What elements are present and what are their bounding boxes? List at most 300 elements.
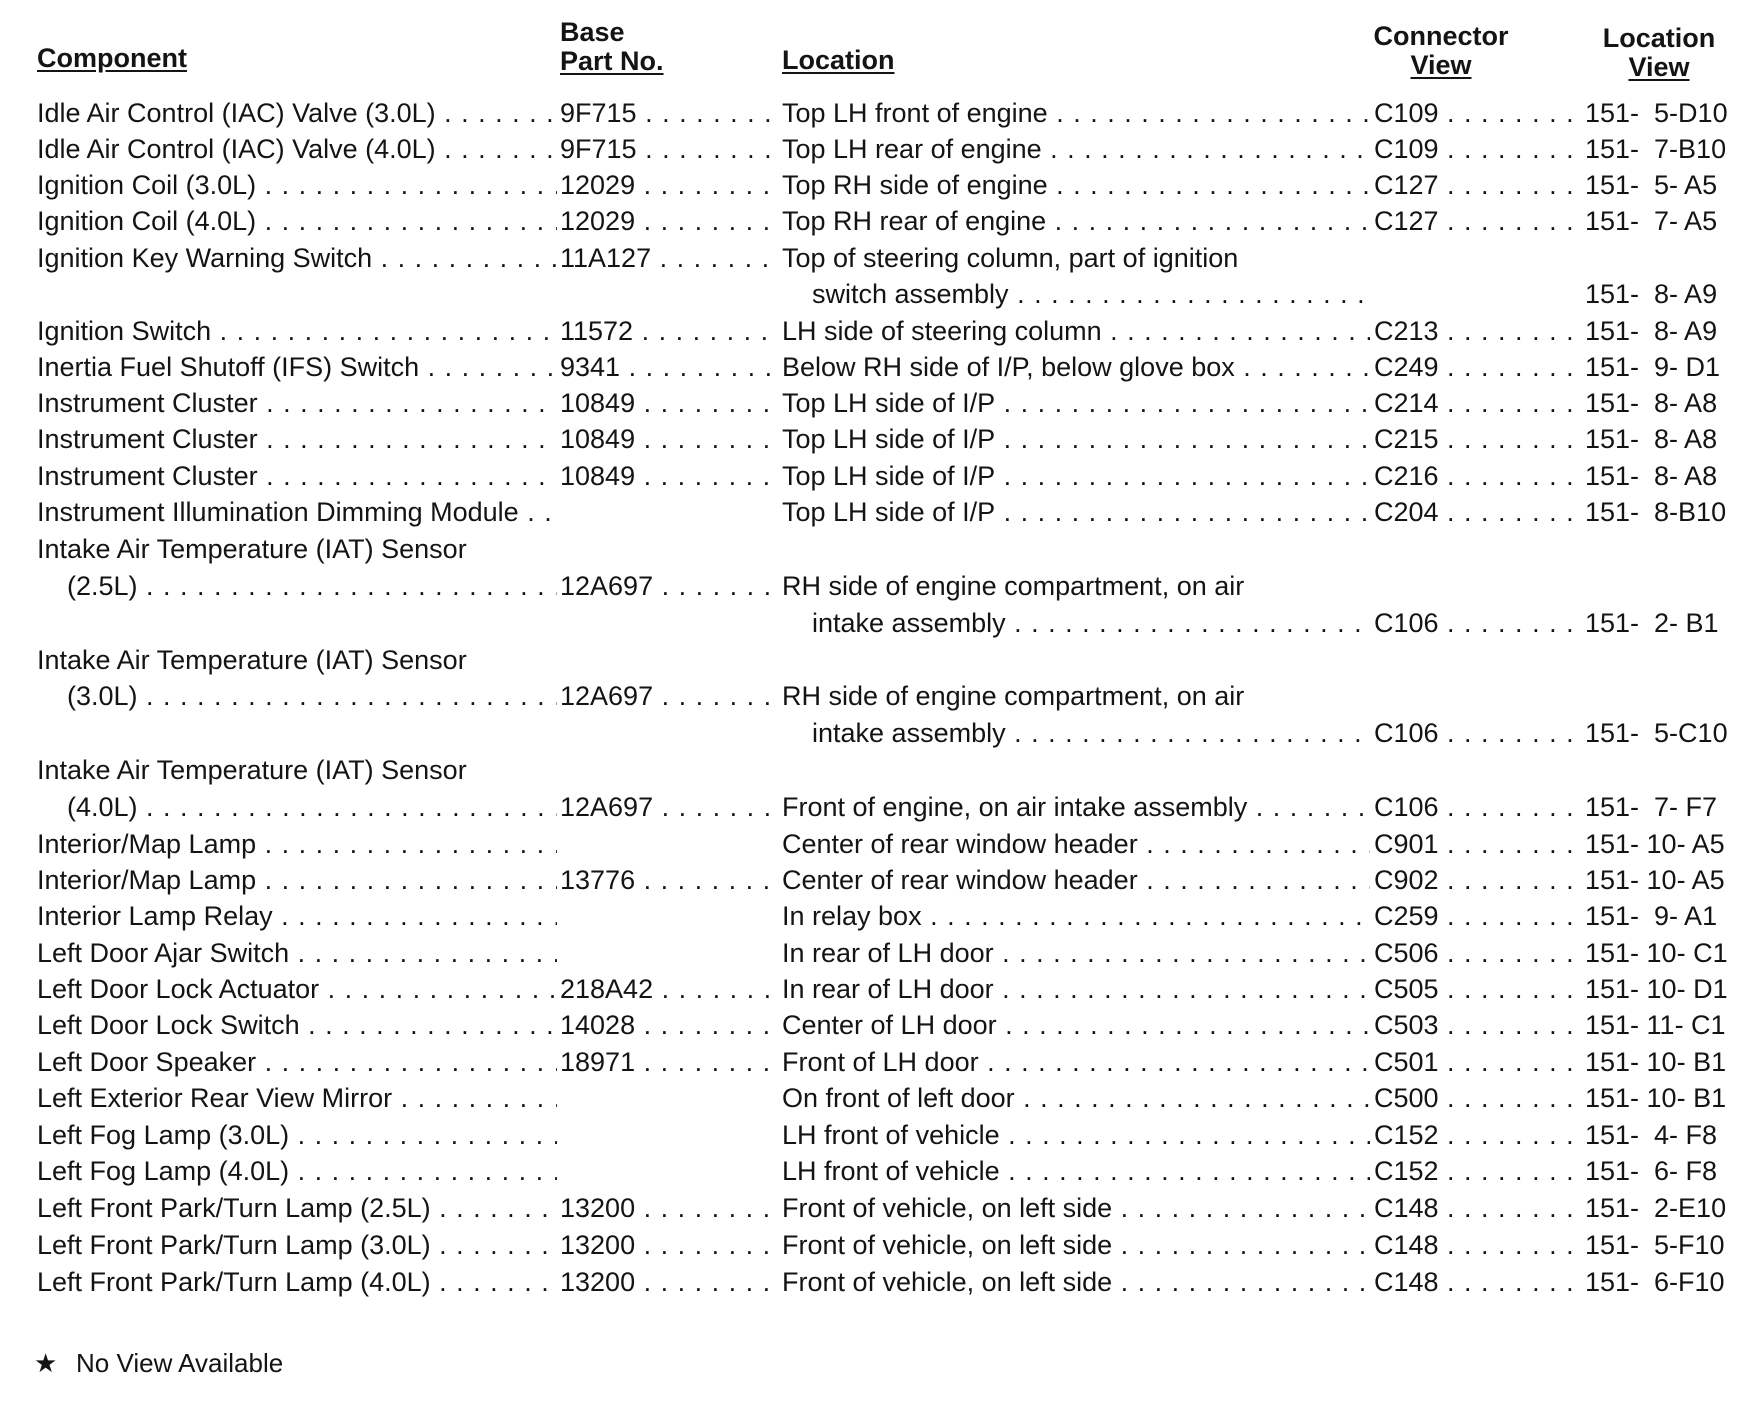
location-cell-text: Center of rear window header . . . <box>782 829 1370 859</box>
part-number-cell <box>560 531 780 567</box>
part-number-cell <box>560 1080 780 1116</box>
connector-view-cell <box>1374 131 1580 167</box>
location-view-cell-text: 151- 9- A1 <box>1585 901 1718 931</box>
location-cell <box>782 971 1370 1007</box>
table-row <box>0 203 1740 239</box>
part-number-cell-text: 18971 . . . <box>560 1047 780 1077</box>
component-cell <box>37 1044 557 1080</box>
connector-view-cell <box>1374 1007 1580 1043</box>
location-view-cell <box>1585 131 1740 167</box>
location-cell <box>782 789 1370 825</box>
connector-view-cell <box>1374 240 1580 276</box>
component-cell <box>37 1264 557 1300</box>
part-number-cell <box>560 385 780 421</box>
location-cell-text: intake assembly . . . <box>812 718 1370 748</box>
part-number-cell <box>560 971 780 1007</box>
location-view-cell <box>1585 1007 1740 1043</box>
location-cell <box>782 715 1370 751</box>
component-cell-text: Ignition Coil (4.0L) . . . <box>37 206 557 236</box>
connector-view-cell-text: C148 . . . <box>1374 1267 1580 1297</box>
connector-view-cell <box>1374 1080 1580 1116</box>
part-number-cell <box>560 240 780 276</box>
connector-view-cell <box>1374 531 1580 567</box>
component-cell <box>37 240 557 276</box>
table-row <box>0 1190 1740 1226</box>
component-cell-text: (4.0L) . . . <box>67 792 557 822</box>
component-cell <box>37 95 557 131</box>
part-number-cell-text: 9F715 . . . <box>560 98 780 128</box>
connector-view-cell <box>1374 203 1580 239</box>
location-cell <box>782 385 1370 421</box>
location-cell <box>782 862 1370 898</box>
location-cell <box>782 203 1370 239</box>
part-number-cell <box>560 1227 780 1263</box>
part-number-cell-text: 14028 . . . <box>560 1010 780 1040</box>
connector-view-cell <box>1374 276 1580 312</box>
location-view-cell <box>1585 313 1740 349</box>
location-cell <box>782 1264 1370 1300</box>
location-cell-text: Center of rear window header . . . <box>782 865 1370 895</box>
location-view-cell <box>1585 678 1740 714</box>
component-cell-text: Instrument Cluster . . . <box>37 424 557 454</box>
component-cell <box>37 789 557 825</box>
connector-view-cell-text: C152 . . . <box>1374 1120 1580 1150</box>
connector-view-cell <box>1374 167 1580 203</box>
part-number-cell <box>560 1153 780 1189</box>
location-view-cell <box>1585 862 1740 898</box>
location-cell-text: intake assembly . . . <box>812 608 1370 638</box>
location-cell <box>782 1190 1370 1226</box>
connector-view-cell <box>1374 1153 1580 1189</box>
component-cell-text: Left Door Speaker . . . <box>37 1047 557 1077</box>
location-view-cell-text: 151- 10- D1 <box>1585 974 1728 1004</box>
part-number-cell-text: 13200 . . . <box>560 1230 780 1260</box>
part-number-cell-text: 9341 . . . <box>560 352 780 382</box>
table-row <box>0 642 1740 678</box>
location-view-cell <box>1585 605 1740 641</box>
location-view-cell <box>1585 1153 1740 1189</box>
table-row <box>0 240 1740 276</box>
part-number-cell <box>560 1190 780 1226</box>
location-view-cell-text: 151- 8- A9 <box>1585 279 1718 309</box>
part-number-cell-text: 13200 . . . <box>560 1267 780 1297</box>
part-number-cell <box>560 752 780 788</box>
location-cell <box>782 642 1370 678</box>
table-row <box>0 862 1740 898</box>
part-number-cell <box>560 898 780 934</box>
header-location-view: Location View <box>1602 23 1716 82</box>
part-number-cell <box>560 494 780 530</box>
part-number-cell-text: 12A697 . . . <box>560 792 780 822</box>
location-cell <box>782 131 1370 167</box>
component-cell-text: Instrument Cluster . . . <box>37 388 557 418</box>
component-cell <box>37 313 557 349</box>
component-cell-text: Idle Air Control (IAC) Valve (3.0L) . . . <box>37 98 557 128</box>
location-cell-text: Below RH side of I/P, below glove box . . . <box>782 352 1370 382</box>
part-number-cell <box>560 605 780 641</box>
connector-view-cell <box>1374 826 1580 862</box>
connector-view-cell-text: C213 . . . <box>1374 316 1580 346</box>
location-cell-text: Front of engine, on air intake assembly . . . <box>782 792 1370 822</box>
component-cell <box>37 494 557 530</box>
location-view-cell <box>1585 421 1740 457</box>
component-cell-text: Intake Air Temperature (IAT) Sensor <box>37 645 467 675</box>
header-location: Location <box>782 45 895 75</box>
component-cell <box>37 385 557 421</box>
location-cell <box>782 1117 1370 1153</box>
component-cell-text: (3.0L) . . . <box>67 681 557 711</box>
component-cell <box>37 935 557 971</box>
table-row <box>0 1080 1740 1116</box>
location-cell <box>782 1080 1370 1116</box>
location-cell <box>782 1007 1370 1043</box>
location-cell <box>782 240 1370 276</box>
location-view-cell <box>1585 1044 1740 1080</box>
table-row <box>0 131 1740 167</box>
component-cell-text: Interior/Map Lamp . . . <box>37 865 557 895</box>
location-view-cell <box>1585 458 1740 494</box>
connector-view-cell <box>1374 568 1580 604</box>
location-cell <box>782 898 1370 934</box>
connector-view-cell <box>1374 385 1580 421</box>
component-cell <box>37 203 557 239</box>
table-row <box>0 531 1740 567</box>
connector-view-cell-text: C109 . . . <box>1374 98 1580 128</box>
connector-view-cell <box>1374 1044 1580 1080</box>
header-component: Component <box>37 43 187 73</box>
location-cell-text: Front of vehicle, on left side . . . <box>782 1267 1370 1297</box>
connector-view-cell <box>1374 494 1580 530</box>
location-cell-text: Top LH side of I/P . . . <box>782 497 1370 527</box>
component-cell-text: Ignition Key Warning Switch . . . <box>37 243 557 273</box>
footnote-text: No View Available <box>76 1348 284 1378</box>
location-cell-text: Top LH side of I/P . . . <box>782 461 1370 491</box>
component-cell-text: Idle Air Control (IAC) Valve (4.0L) . . . <box>37 134 557 164</box>
connector-view-cell <box>1374 1117 1580 1153</box>
component-cell <box>37 1153 557 1189</box>
location-view-cell-text: 151- 5- A5 <box>1585 170 1718 200</box>
location-cell-text: Top RH rear of engine . . . <box>782 206 1370 236</box>
connector-view-cell-text: C148 . . . <box>1374 1230 1580 1260</box>
part-number-cell-text: 10849 . . . <box>560 461 780 491</box>
part-number-cell-text: 12A697 . . . <box>560 681 780 711</box>
component-cell <box>37 1117 557 1153</box>
location-cell-text: Top LH front of engine . . . <box>782 98 1370 128</box>
component-cell-text: Intake Air Temperature (IAT) Sensor <box>37 755 467 785</box>
component-cell-text: Left Front Park/Turn Lamp (2.5L) . . . <box>37 1193 557 1223</box>
connector-view-cell-text: C127 . . . <box>1374 170 1580 200</box>
location-view-cell-text: 151- 8- A8 <box>1585 388 1718 418</box>
location-cell <box>782 1044 1370 1080</box>
connector-view-cell-text: C152 . . . <box>1374 1156 1580 1186</box>
component-cell-text: Left Front Park/Turn Lamp (3.0L) . . . <box>37 1230 557 1260</box>
location-view-cell <box>1585 826 1740 862</box>
component-cell-text: Left Fog Lamp (4.0L) . . . <box>37 1156 557 1186</box>
location-cell <box>782 605 1370 641</box>
location-view-cell-text: 151- 4- F8 <box>1585 1120 1718 1150</box>
table-row <box>0 752 1740 788</box>
component-cell-text: Ignition Coil (3.0L) . . . <box>37 170 557 200</box>
location-cell-text: On front of left door . . . <box>782 1083 1370 1113</box>
table-row <box>0 715 1740 751</box>
part-number-cell <box>560 421 780 457</box>
table-row <box>0 1044 1740 1080</box>
component-cell-text: Interior/Map Lamp . . . <box>37 829 557 859</box>
part-number-cell-text: 12A697 . . . <box>560 571 780 601</box>
location-view-cell <box>1585 789 1740 825</box>
location-view-cell <box>1585 240 1740 276</box>
location-view-cell <box>1585 752 1740 788</box>
location-view-cell-text: 151- 7- A5 <box>1585 206 1718 236</box>
location-cell-text: Top LH rear of engine . . . <box>782 134 1370 164</box>
part-number-cell-text: 10849 . . . <box>560 424 780 454</box>
location-view-cell <box>1585 349 1740 385</box>
table-row <box>0 494 1740 530</box>
table-row <box>0 167 1740 203</box>
location-cell-text: Front of LH door . . . <box>782 1047 1370 1077</box>
location-cell <box>782 1227 1370 1263</box>
location-view-cell-text: 151- 8- A8 <box>1585 461 1718 491</box>
part-number-cell <box>560 642 780 678</box>
location-cell <box>782 826 1370 862</box>
connector-view-cell <box>1374 458 1580 494</box>
part-number-cell <box>560 276 780 312</box>
location-view-cell <box>1585 1080 1740 1116</box>
location-view-cell-text: 151- 2-E10 <box>1585 1193 1727 1223</box>
location-view-cell <box>1585 385 1740 421</box>
location-cell <box>782 167 1370 203</box>
header-base-part-no: Base Part No. <box>560 17 664 76</box>
location-cell-text: In relay box . . . <box>782 901 1370 931</box>
location-cell-text: LH front of vehicle . . . <box>782 1156 1370 1186</box>
component-cell-text: (2.5L) . . . <box>67 571 557 601</box>
connector-view-cell <box>1374 789 1580 825</box>
connector-view-cell-text: C259 . . . <box>1374 901 1580 931</box>
location-view-cell <box>1585 715 1740 751</box>
location-cell-text: switch assembly . . . <box>812 279 1370 309</box>
table-row <box>0 421 1740 457</box>
location-cell-text: Center of LH door . . . <box>782 1010 1370 1040</box>
location-cell <box>782 349 1370 385</box>
component-cell <box>37 167 557 203</box>
part-number-cell-text: 11572 . . . <box>560 316 780 346</box>
component-cell-text: Instrument Cluster . . . <box>37 461 557 491</box>
part-number-cell-text: 10849 . . . <box>560 388 780 418</box>
table-row <box>0 605 1740 641</box>
location-view-cell <box>1585 1190 1740 1226</box>
connector-view-cell-text: C505 . . . <box>1374 974 1580 1004</box>
connector-view-cell-text: C215 . . . <box>1374 424 1580 454</box>
location-cell-text: In rear of LH door . . . <box>782 974 1370 1004</box>
table-row <box>0 276 1740 312</box>
table-row <box>0 349 1740 385</box>
part-number-cell <box>560 1264 780 1300</box>
part-number-cell <box>560 935 780 971</box>
location-view-cell-text: 151- 7-B10 <box>1585 134 1727 164</box>
connector-view-cell-text: C106 . . . <box>1374 792 1580 822</box>
location-view-cell-text: 151- 5-D10 <box>1585 98 1728 128</box>
location-view-cell-text: 151- 5-C10 <box>1585 718 1728 748</box>
part-number-cell-text: 12029 . . . <box>560 170 780 200</box>
location-view-cell <box>1585 935 1740 971</box>
component-cell <box>37 715 557 751</box>
component-cell-text: Interior Lamp Relay . . . <box>37 901 557 931</box>
connector-view-cell-text: C249 . . . <box>1374 352 1580 382</box>
component-cell <box>37 826 557 862</box>
component-cell <box>37 131 557 167</box>
location-cell <box>782 935 1370 971</box>
location-cell <box>782 678 1370 714</box>
location-cell <box>782 568 1370 604</box>
table-row <box>0 789 1740 825</box>
table-row <box>0 1264 1740 1300</box>
location-view-cell <box>1585 494 1740 530</box>
part-number-cell <box>560 313 780 349</box>
location-view-cell <box>1585 898 1740 934</box>
connector-view-cell-text: C500 . . . <box>1374 1083 1580 1113</box>
component-cell-text: Left Front Park/Turn Lamp (4.0L) . . . <box>37 1267 557 1297</box>
connector-view-cell <box>1374 605 1580 641</box>
table-row <box>0 1153 1740 1189</box>
location-view-cell <box>1585 568 1740 604</box>
component-cell <box>37 971 557 1007</box>
table-row <box>0 95 1740 131</box>
connector-view-cell-text: C109 . . . <box>1374 134 1580 164</box>
location-cell-text: LH front of vehicle . . . <box>782 1120 1370 1150</box>
component-cell-text: Instrument Illumination Dimming Module . . . <box>37 497 557 527</box>
location-cell-text: Top LH side of I/P . . . <box>782 388 1370 418</box>
location-cell-text: Top of steering column, part of ignition <box>782 243 1239 273</box>
component-cell-text: Left Exterior Rear View Mirror . . . <box>37 1083 557 1113</box>
component-cell <box>37 642 557 678</box>
component-cell <box>37 1227 557 1263</box>
component-cell <box>37 1080 557 1116</box>
part-number-cell <box>560 789 780 825</box>
table-row <box>0 826 1740 862</box>
connector-view-cell-text: C506 . . . <box>1374 938 1580 968</box>
connector-view-cell <box>1374 898 1580 934</box>
component-cell-text: Intake Air Temperature (IAT) Sensor <box>37 534 467 564</box>
location-cell <box>782 95 1370 131</box>
connector-view-cell-text: C902 . . . <box>1374 865 1580 895</box>
connector-view-cell-text: C106 . . . <box>1374 718 1580 748</box>
location-cell-text: Top LH side of I/P . . . <box>782 424 1370 454</box>
component-cell-text: Ignition Switch . . . <box>37 316 557 346</box>
table-row <box>0 385 1740 421</box>
component-cell <box>37 568 557 604</box>
connector-view-cell <box>1374 349 1580 385</box>
component-cell <box>37 678 557 714</box>
part-number-cell <box>560 1007 780 1043</box>
location-view-cell <box>1585 1117 1740 1153</box>
component-cell-text: Left Door Lock Actuator . . . <box>37 974 557 1004</box>
location-view-cell-text: 151- 8- A8 <box>1585 424 1718 454</box>
table-row <box>0 935 1740 971</box>
location-view-cell-text: 151- 6-F10 <box>1585 1267 1725 1297</box>
header-connector-view: Connector View <box>1373 21 1509 80</box>
location-view-cell <box>1585 531 1740 567</box>
location-view-cell-text: 151- 8-B10 <box>1585 497 1727 527</box>
part-number-cell <box>560 1044 780 1080</box>
connector-view-cell <box>1374 1264 1580 1300</box>
part-number-cell <box>560 826 780 862</box>
location-cell <box>782 494 1370 530</box>
connector-view-cell <box>1374 1190 1580 1226</box>
location-view-cell-text: 151- 2- B1 <box>1585 608 1719 638</box>
table-row <box>0 971 1740 1007</box>
location-view-cell-text: 151- 10- C1 <box>1585 938 1728 968</box>
location-cell <box>782 458 1370 494</box>
location-view-cell <box>1585 642 1740 678</box>
connector-view-cell-text: C148 . . . <box>1374 1193 1580 1223</box>
location-cell-text: RH side of engine compartment, on air <box>782 681 1245 711</box>
connector-view-cell-text: C216 . . . <box>1374 461 1580 491</box>
part-number-cell <box>560 568 780 604</box>
location-view-cell-text: 151- 5-F10 <box>1585 1230 1725 1260</box>
connector-view-cell-text: C901 . . . <box>1374 829 1580 859</box>
location-view-cell <box>1585 276 1740 312</box>
location-view-cell-text: 151- 6- F8 <box>1585 1156 1718 1186</box>
part-number-cell <box>560 167 780 203</box>
part-number-cell-text: 13776 . . . <box>560 865 780 895</box>
component-cell <box>37 862 557 898</box>
table-row <box>0 313 1740 349</box>
connector-view-cell-text: C127 . . . <box>1374 206 1580 236</box>
table-row <box>0 678 1740 714</box>
connector-view-cell-text: C204 . . . <box>1374 497 1580 527</box>
component-cell <box>37 349 557 385</box>
location-cell-text: Front of vehicle, on left side . . . <box>782 1230 1370 1260</box>
component-cell <box>37 1190 557 1226</box>
part-number-cell <box>560 349 780 385</box>
connector-view-cell-text: C501 . . . <box>1374 1047 1580 1077</box>
location-cell-text: Front of vehicle, on left side . . . <box>782 1193 1370 1223</box>
part-number-cell-text: 218A42 . . . <box>560 974 780 1004</box>
location-view-cell-text: 151- 10- B1 <box>1585 1047 1727 1077</box>
connector-view-cell <box>1374 971 1580 1007</box>
table-row <box>0 1117 1740 1153</box>
star-icon: ★ <box>34 1348 58 1378</box>
component-cell <box>37 276 557 312</box>
location-view-cell-text: 151- 11- C1 <box>1585 1010 1726 1040</box>
component-cell <box>37 1007 557 1043</box>
part-number-cell <box>560 678 780 714</box>
location-cell <box>782 313 1370 349</box>
part-number-cell <box>560 458 780 494</box>
component-cell-text: Left Door Lock Switch . . . <box>37 1010 557 1040</box>
location-cell <box>782 752 1370 788</box>
component-cell-text: Left Fog Lamp (3.0L) . . . <box>37 1120 557 1150</box>
location-cell-text: In rear of LH door . . . <box>782 938 1370 968</box>
connector-view-cell-text: C106 . . . <box>1374 608 1580 638</box>
part-number-cell <box>560 203 780 239</box>
part-number-cell <box>560 131 780 167</box>
component-cell <box>37 458 557 494</box>
location-view-cell-text: 151- 10- A5 <box>1585 865 1725 895</box>
connector-view-cell <box>1374 715 1580 751</box>
part-number-cell-text: 11A127 . . . <box>560 243 780 273</box>
table-row <box>0 568 1740 604</box>
part-number-cell-text: 13200 . . . <box>560 1193 780 1223</box>
location-view-cell <box>1585 1227 1740 1263</box>
location-view-cell-text: 151- 7- F7 <box>1585 792 1718 822</box>
connector-view-cell <box>1374 95 1580 131</box>
location-view-cell <box>1585 971 1740 1007</box>
part-number-cell-text: 9F715 . . . <box>560 134 780 164</box>
component-cell <box>37 531 557 567</box>
location-cell-text: RH side of engine compartment, on air <box>782 571 1245 601</box>
footnote <box>34 1346 283 1380</box>
